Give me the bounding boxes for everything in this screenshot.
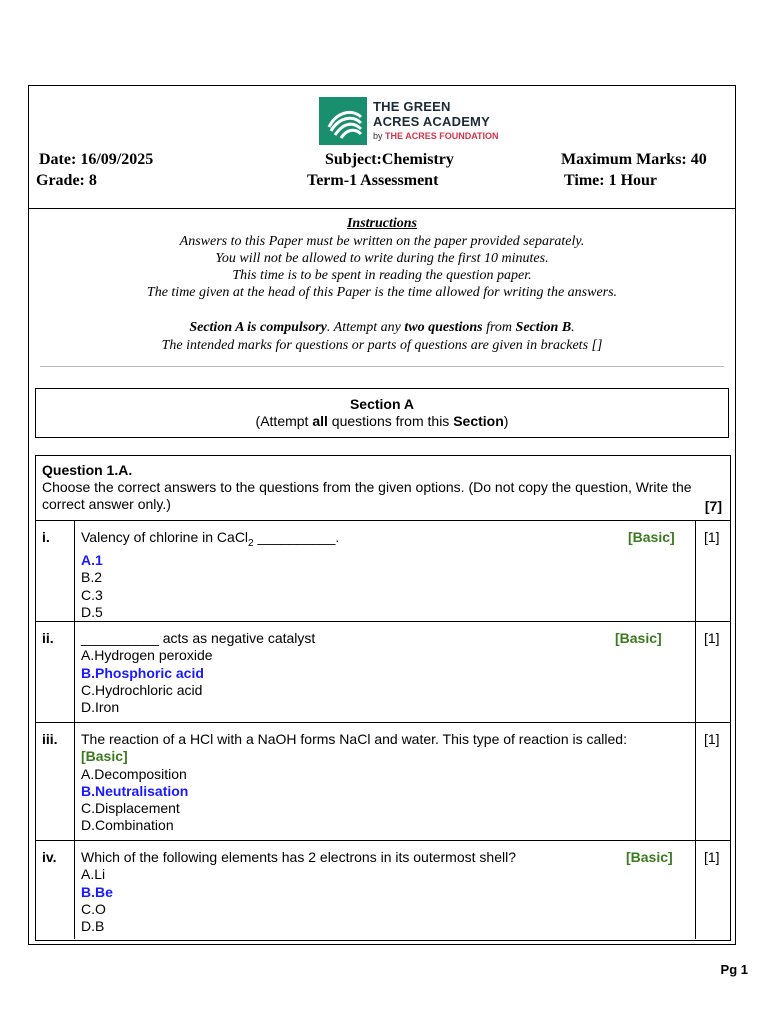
answer-option: A.1 (81, 552, 103, 569)
instruction-line: You will not be allowed to write during the first 10 minutes. (215, 251, 549, 266)
instruction-sections: Section A is compulsory. Attempt any two questions from Section B. (189, 320, 575, 335)
answer-option: D.Iron (81, 699, 120, 716)
difficulty-tag: [Basic] (615, 630, 662, 646)
header-divider (28, 208, 736, 209)
answer-option: B.2 (81, 569, 103, 586)
answer-option: C.Hydrochloric acid (81, 681, 203, 698)
question-stem: The reaction of a HCl with a NaOH forms NaCl and water. This type of reaction is called: (81, 731, 627, 747)
logo-emblem-icon (319, 97, 367, 145)
row-divider (36, 840, 730, 841)
question-mark: [1] (704, 529, 720, 545)
row-divider (36, 722, 730, 723)
exam-subject: Subject:Chemistry (325, 151, 454, 168)
difficulty-tag: [Basic] (626, 849, 673, 865)
section-subtitle: (Attempt all questions from this Section) (255, 413, 509, 429)
question-text (81, 529, 339, 621)
logo-line-1: THE GREEN (373, 98, 451, 114)
question-text (81, 630, 315, 716)
exam-max-marks: Maximum Marks: 40 (561, 151, 707, 168)
school-logo (319, 97, 499, 145)
section-title: Section A (349, 396, 415, 412)
instructions-title: Instructions (346, 216, 418, 231)
instruction-line: The time given at the head of this Paper is the time allowed for writing the answers. (146, 285, 618, 300)
question-stem: Which of the following elements has 2 electrons in its outermost shell? (81, 849, 516, 865)
question-text (81, 731, 627, 835)
instruction-line: This time is to be spent in reading the question paper. (232, 268, 532, 283)
answer-option: B.Be (81, 883, 113, 900)
logo-line-2: ACRES ACADEMY (373, 113, 490, 129)
question-number: ii. (42, 630, 54, 646)
answer-option: C.O (81, 900, 106, 917)
instruction-marks-note: The intended marks for questions or parts of questions are given in brackets [] (161, 338, 603, 353)
question-mark: [1] (704, 849, 720, 865)
question-number: iv. (42, 849, 57, 865)
question-stem: Valency of chlorine in CaCl$_2$ __________. (81, 529, 340, 549)
answer-option: D.5 (81, 603, 103, 620)
question-number: iii. (42, 731, 58, 747)
answer-option: B.Phosphoric acid (81, 664, 204, 681)
question-text (81, 849, 516, 935)
question-mark: [1] (704, 630, 720, 646)
exam-time: Time: 1 Hour (564, 172, 658, 189)
answer-option: A.Decomposition (81, 765, 187, 782)
answer-option: C.3 (81, 586, 103, 603)
answer-option: A.Hydrogen peroxide (81, 647, 213, 664)
question-header (42, 462, 722, 513)
question-total-marks: [7] (704, 498, 722, 514)
question-table (35, 455, 731, 941)
section-a-header (35, 388, 729, 438)
answer-option: C.Displacement (81, 800, 180, 817)
answer-option: B.Neutralisation (81, 782, 189, 799)
difficulty-tag: [Basic] (81, 748, 128, 765)
column-divider (74, 520, 75, 939)
question-stem: __________ acts as negative catalyst (81, 630, 316, 646)
question-number: i. (42, 529, 50, 545)
instruction-line: Answers to this Paper must be written on the paper provided separately. (179, 234, 585, 249)
page-number: Pg 1 (720, 962, 748, 977)
answer-option: D.B (81, 918, 105, 935)
row-divider (36, 520, 730, 521)
instructions-divider (40, 366, 724, 367)
question-instruction: Choose the correct answers to the questions from the given options. (Do not copy the question, Write the correct answer only.) (42, 479, 692, 512)
exam-term: Term-1 Assessment (307, 172, 439, 189)
answer-option: D.Combination (81, 817, 174, 834)
column-divider (695, 520, 696, 939)
question-title: Question 1.A. (42, 462, 133, 478)
answer-option: A.Li (81, 866, 106, 883)
difficulty-tag: [Basic] (628, 529, 675, 545)
exam-date: Date: 16/09/2025 (39, 151, 154, 168)
exam-grade: Grade: 8 (36, 172, 97, 189)
logo-line-3: by THE ACRES FOUNDATION (373, 130, 499, 141)
question-mark: [1] (704, 731, 720, 747)
